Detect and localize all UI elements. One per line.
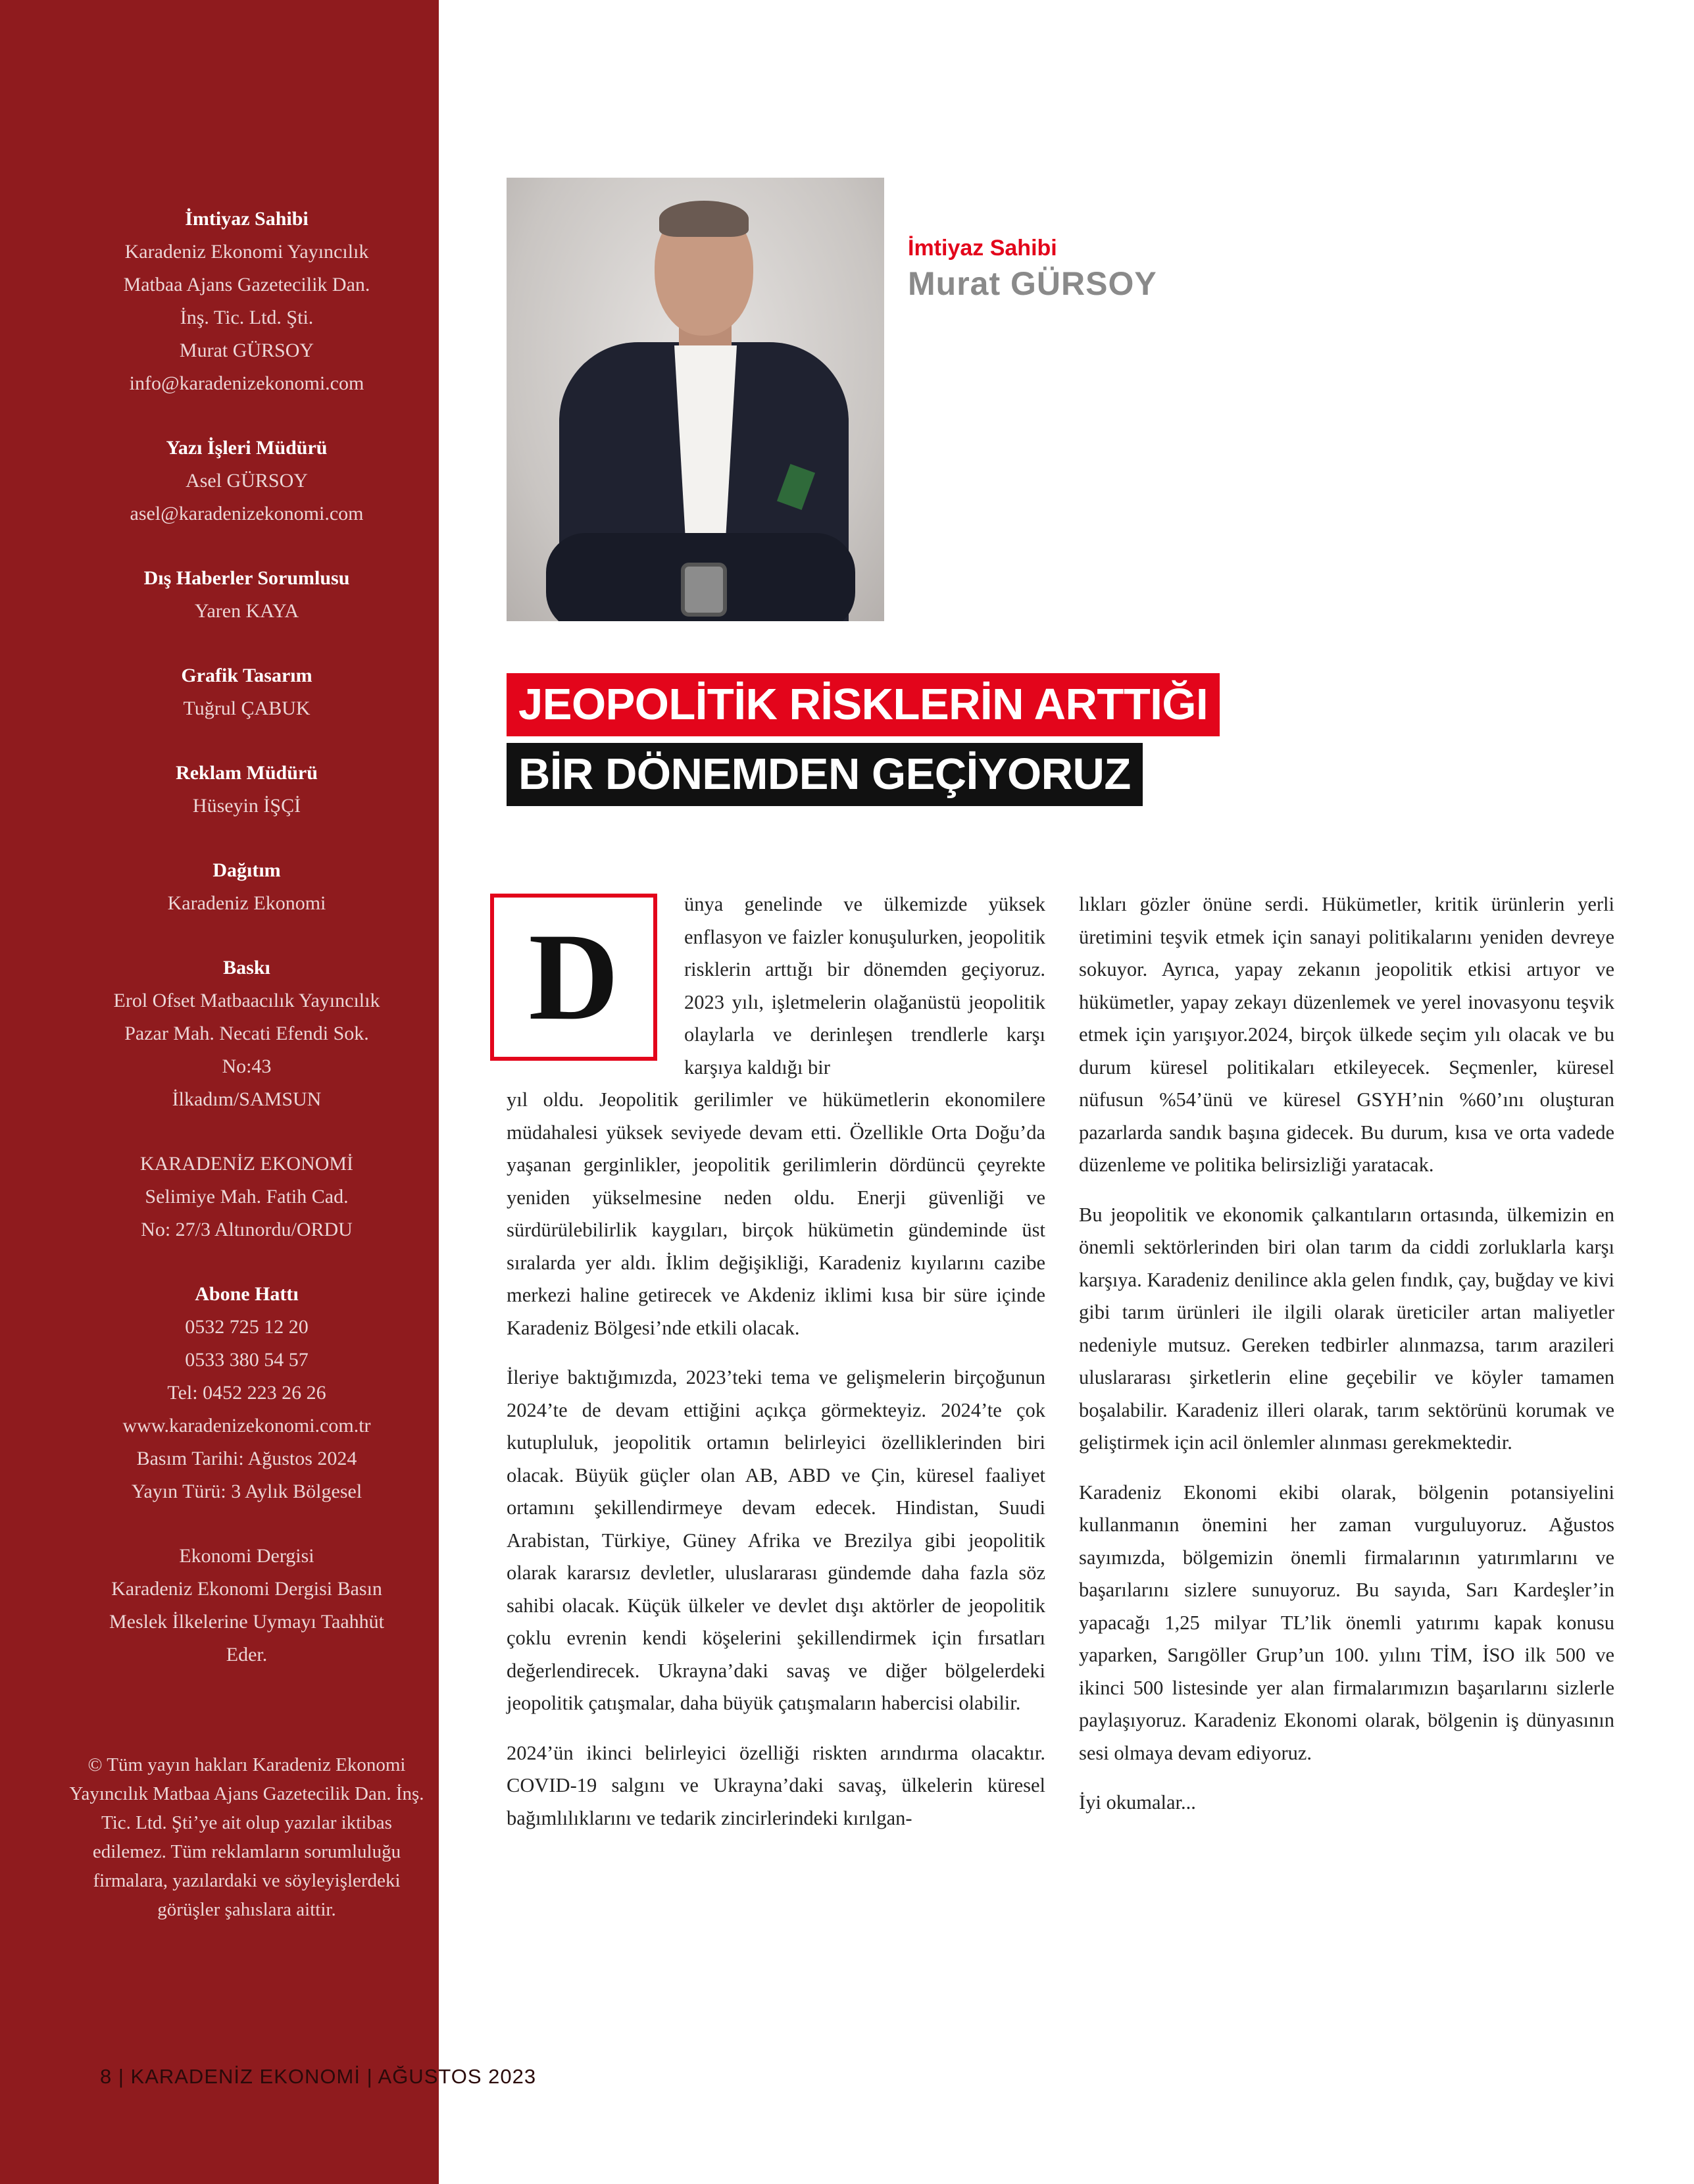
headline-line-1: JEOPOLİTİK RİSKLERİN ARTTIĞI (507, 673, 1220, 736)
article-paragraph: 2024’ün ikinci belirleyici özelliği riskten arındırma olacaktır. COVID-19 salgını ve Ukrayna’daki savaş, ülkelerin küresel bağımlılıklarını ve tedarik zincirlerindeki kırılgan- (507, 1741, 1045, 1829)
masthead-group-title: Dağıtım (212, 859, 281, 881)
masthead-group-title: İmtiyaz Sahibi (185, 208, 309, 230)
masthead-group (72, 562, 421, 628)
masthead (72, 203, 421, 1703)
author-photo (507, 178, 884, 621)
article-column-1 (507, 1084, 1045, 1852)
article-paragraph: ünya genelinde ve ülkemizde yüksek enflasyon ve faizler konuşulurken, jeopolitik risklerin arttığı bir dönemden geçiyoruz. 2023 yılı, işletmelerin olağanüstü jeopolitik olaylarla ve derinleşen trendlerle karşı karşıya kaldığı bir (684, 893, 1045, 1079)
masthead-group (72, 432, 421, 530)
masthead-line: Karadeniz Ekonomi Yayıncılık (124, 241, 369, 263)
byline-name: Murat GÜRSOY (908, 265, 1157, 302)
masthead-line: Karadeniz Ekonomi Dergisi Basın (111, 1578, 382, 1600)
masthead-group-title: Dış Haberler Sorumlusu (143, 567, 350, 589)
masthead-group (72, 1278, 421, 1508)
masthead-group-title: Baskı (223, 957, 270, 978)
article-paragraph: Karadeniz Ekonomi ekibi olarak, bölgenin potansiyelini kullanmanın önemini her zaman vurguluyoruz. Ağustos sayımızda, bölgemizin önemli firmalarının yatırımlarını ve başarılarını sizlere sunuyoruz. Bu sayıda, Sarı Kardeşler’in yapacağı 1,25 milyar TL’lik önemli yatırımı kapak konusu yaparken, Sarıgöller Grup’un 100. yılını TİM, İSO ilk 500 ve ikinci 500 listesinde yer alan firmalarımızın başarılarını sizlerle paylaşıyoruz. Karadeniz Ekonomi olarak, bölgenin iş dünyasının sesi olmaya devam ediyoruz. (1079, 1481, 1614, 1764)
masthead-group-title: Abone Hattı (195, 1283, 299, 1305)
byline (908, 235, 1157, 303)
masthead-line: No:43 (222, 1055, 272, 1077)
masthead-line: Hüseyin İŞÇİ (192, 795, 301, 817)
page-footer: 8 | KARADENİZ EKONOMİ | AĞUSTOS 2023 (100, 2065, 537, 2088)
masthead-line: asel@karadenizekonomi.com (130, 503, 364, 524)
masthead-line: Yaren KAYA (194, 600, 299, 622)
masthead-group (72, 203, 421, 400)
masthead-group-title: Yazı İşleri Müdürü (166, 437, 328, 459)
masthead-group (72, 952, 421, 1116)
article-paragraph: İleriye baktığımızda, 2023’teki tema ve gelişmelerin birçoğunun 2024’te de devam ettiğini açıkça görmekteyiz. 2024’te çok kutupluluk, jeopolitik ortamın belirleyici özelliklerinden biri olacak. Büyük güçler olan AB, ABD ve Çin, küresel faaliyet ortamını şekillendirmeye devam edecek. Hindistan, Suudi Arabistan, Türkiye, Güney Afrika ve Brezilya gibi jeopolitik olarak kararsız devletler, uluslararası gündemde daha fazla söz sahibi olacak. Küçük ülkeler ve devlet dışı aktörler de jeopolitik çoklu evrenin kendi köşelerini şekillendirmek için fırsatları değerlendirecek. Ukrayna’daki savaş ve diğer bölgelerdeki jeopolitik çatışmalar, daha büyük çatışmaların habercisi olabilir. (507, 1366, 1045, 1714)
article-paragraph: Bu jeopolitik ve ekonomik çalkantıların ortasında, ülkemizin en önemli sektörlerinden biri olan tarım da ciddi zorluklarla karşı karşıya. Karadeniz denilince akla gelen fındık, çay, buğday ve kivi gibi tarım ürünleri ile ilgili olarak üreticiler artan maliyetler nedeniyle mutsuz. Gereken tedbirler alınmazsa, tarım arazileri uluslararası şirketlerin eline geçebilir ve köyler tamamen boşalabilir. Karadeniz illeri olarak, tarım sektörünü korumak ve geliştirmek için acil önlemler alınması gerekmektedir. (1079, 1203, 1614, 1454)
masthead-line: Tuğrul ÇABUK (183, 698, 311, 719)
masthead-line: Karadeniz Ekonomi (167, 892, 326, 914)
masthead-line: No: 27/3 Altınordu/ORDU (141, 1219, 353, 1240)
masthead-group (72, 757, 421, 823)
masthead-group-title: Grafik Tasarım (181, 665, 312, 686)
masthead-line: İlkadım/SAMSUN (172, 1088, 322, 1110)
masthead-line: Ekonomi Dergisi (179, 1545, 314, 1567)
masthead-group (72, 659, 421, 725)
article-paragraph: İyi okumalar... (1079, 1791, 1196, 1814)
masthead-line: Matbaa Ajans Gazetecilik Dan. (123, 274, 370, 295)
headline-line-2: BİR DÖNEMDEN GEÇİYORUZ (507, 743, 1143, 806)
masthead-line: Eder. (226, 1644, 268, 1665)
masthead-line: www.karadenizekonomi.com.tr (122, 1415, 371, 1436)
masthead-line: Murat GÜRSOY (179, 340, 314, 361)
masthead-group (72, 1148, 421, 1246)
masthead-line: info@karadenizekonomi.com (129, 372, 364, 394)
article-column-2 (1079, 888, 1614, 1837)
masthead-line: Selimiye Mah. Fatih Cad. (145, 1186, 349, 1207)
drop-cap: D (490, 894, 657, 1061)
masthead-line: İnş. Tic. Ltd. Şti. (180, 307, 314, 328)
masthead-group (72, 1540, 421, 1671)
masthead-line: Tel: 0452 223 26 26 (167, 1382, 326, 1404)
article-paragraph: yıl oldu. Jeopolitik gerilimler ve hükümetlerin ekonomilere müdahalesi yüksek seviyede devam etti. Özellikle Orta Doğu’da yaşanan gerginlikler, jeopolitik gerilimlerin dördüncü çeyrekte yeniden yükselmesine neden oldu. Enerji güvenliği ve sürdürülebilirlik kaygıları, birçok hükümetin gündeminde üst sıralarda yer aldı. İklim değişikliği, Karadeniz kıyılarını cazibe merkezi haline getirecek ve Akdeniz iklimi kısa bir süre içinde Karadeniz Bölgesi’nde etkili olacak. (507, 1088, 1045, 1339)
masthead-line: 0533 380 54 57 (185, 1349, 309, 1371)
copyright-notice: © Tüm yayın hakları Karadeniz Ekonomi Yayıncılık Matbaa Ajans Gazetecilik Dan. İnş. Tic. Ltd. Şti’ye ait olup yazılar iktibas edilemez. Tüm reklamların sorumluluğu firmalara, yazılardaki ve söyleyişlerdeki görüşler şahıslara aittir. (69, 1754, 424, 1920)
article-paragraph: lıkları gözler önüne serdi. Hükümetler, kritik ürünlerin yerli üretimini teşvik etmek için sanayi politikalarını yeniden devreye sokuyor. Ayrıca, yapay zekanın jeopolitik etkisi artıyor ve hükümetler, yapay zekayı düzenlemek ve yerel inovasyonu teşvik etmek için yarışıyor.2024, birçok ülkede seçim yılı olacak ve bu durum küresel politikaları etkileyecek. Seçmenler, küresel nüfusun %54’ünü ve küresel GSYH’nin %60’ını oluşturan pazarlarda sandık başına gidecek. Bu durum, kısa ve orta vadede düzenleme ve politika belirsizliği yaratacak. (1079, 893, 1614, 1176)
masthead-line: Asel GÜRSOY (186, 470, 308, 492)
masthead-group-title: Reklam Müdürü (176, 762, 318, 784)
masthead-line: Meslek İlkelerine Uymayı Taahhüt (109, 1611, 385, 1633)
masthead-line: Pazar Mah. Necati Efendi Sok. (124, 1023, 369, 1044)
masthead-group (72, 854, 421, 920)
article-intro (684, 888, 1045, 1101)
masthead-line: Basım Tarihi: Ağustos 2024 (136, 1448, 357, 1469)
byline-role: İmtiyaz Sahibi (908, 236, 1057, 261)
masthead-sidebar (0, 0, 439, 2184)
masthead-line: Yayın Türü: 3 Aylık Bölgesel (131, 1481, 362, 1502)
masthead-line: KARADENİZ EKONOMİ (139, 1153, 354, 1175)
masthead-line: Erol Ofset Matbaacılık Yayıncılık (113, 990, 380, 1011)
masthead-line: 0532 725 12 20 (185, 1316, 309, 1338)
